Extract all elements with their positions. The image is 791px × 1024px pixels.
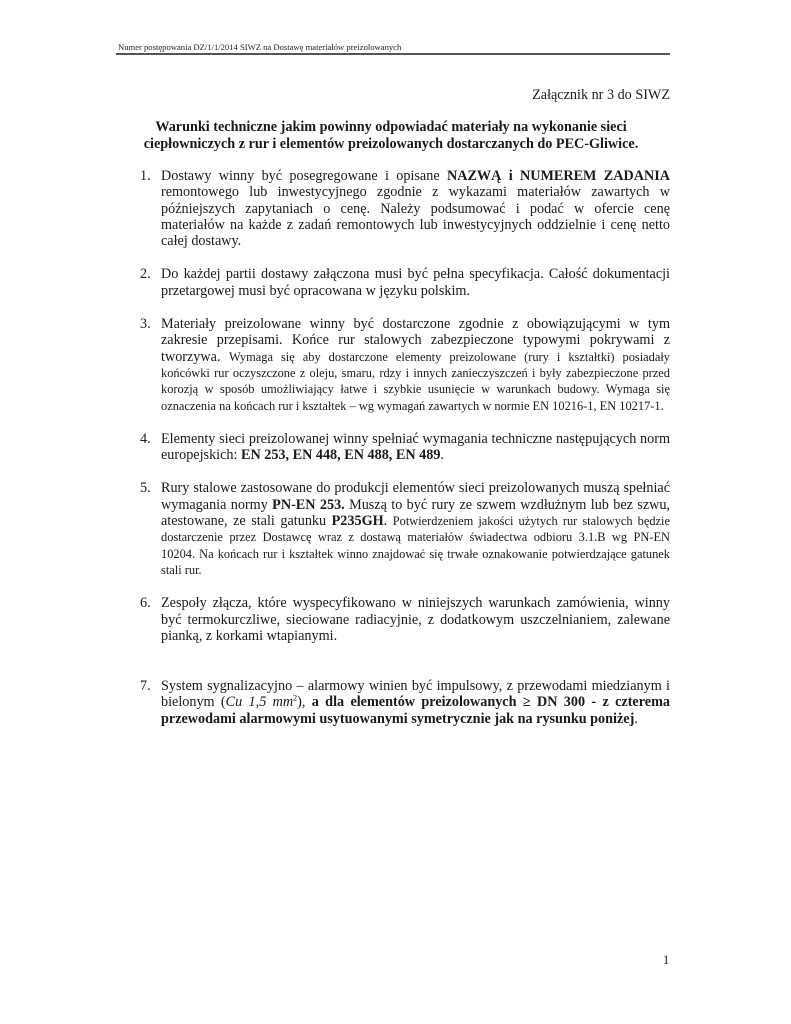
item-number: 2. <box>140 266 151 283</box>
item-text: . <box>440 447 444 464</box>
item-bold-text: P235GH <box>331 513 384 530</box>
item-text: ), <box>297 694 312 711</box>
list-item <box>140 266 670 299</box>
item-bold-text: a dla elementów preizolowanych ≥ DN 300 - z czterema przewodami alarmowymi usytuowanymi symetrycznie jak na rysunku poniżej <box>161 694 670 727</box>
document-title: Warunki techniczne jakim powinny odpowiadać materiały na wykonanie sieci ciepłowniczych z rur i elementów preizolowanych dostarczanych do PEC-Gliwice. <box>143 119 639 152</box>
item-number: 4. <box>140 430 151 447</box>
item-number: 7. <box>140 678 151 695</box>
item-number: 1. <box>140 168 151 184</box>
item-text: Materiały preizolowane winny być dostarczone zgodnie z obowiązującymi w tym zakresie przepisami. Końce rur stalowych zabezpieczone typowymi pokrywami z tworzywa. <box>161 316 670 365</box>
item-text: Rury stalowe zastosowane do produkcji elementów sieci preizolowanych muszą spełniać wymagania normy <box>161 480 670 513</box>
item-bold-text: NAZWĄ i NUMEREM ZADANIA <box>446 168 670 184</box>
requirements-list <box>140 168 670 727</box>
item-small-text: Wymaga się aby dostarczone elementy preizolowane (rury i kształtki) posiadały końcówki rur oczyszczone z oleju, smaru, rdzy i innych zanieczyszczeń i były zabezpieczone przed korozją w sposób umożliwiający łatwe i szybkie usunięcie w warunkach budowy. Wymaga się oznaczenia na końcach rur i kształtek – wg wymagań zawartych w normie EN 10216-1, EN 10217-1. <box>161 349 670 413</box>
list-item <box>140 168 670 249</box>
item-text: remontowego lub inwestycyjnego zgodnie z wykazami materiałów zawartych w późniejszych zapytaniach o cenę. Należy podsumować i podać w ofercie cenę materiałów na każde z zadań remontowych lub inwestycyjnych oddzielnie i cenę netto całej dostawy. <box>161 184 670 250</box>
header-divider <box>116 53 670 55</box>
list-item <box>140 480 670 578</box>
list-item <box>140 678 670 727</box>
superscript: 2 <box>293 693 298 703</box>
list-item <box>140 595 670 644</box>
item-italic-text: Cu 1,5 mm <box>225 694 294 711</box>
item-text: . <box>383 513 393 530</box>
item-text: Dostawy winny być posegregowane i opisane <box>161 168 447 184</box>
item-text: Do każdej partii dostawy załączona musi być pełna specyfikacja. Całość dokumentacji przetargowej musi być opracowana w języku polskim. <box>161 266 670 299</box>
page-number: 1 <box>663 953 670 967</box>
item-text: . <box>634 710 638 727</box>
item-number: 6. <box>140 595 151 612</box>
list-item <box>140 316 670 414</box>
running-header: Numer postępowania DZ/1/1/2014 SIWZ na Dostawę materiałów preizolowanych <box>118 42 402 52</box>
item-text: Zespoły złącza, które wyspecyfikowano w niniejszych warunkach zamówienia, winny być termokurczliwe, sieciowane radiacyjnie, z dodatkowym uszczelnianiem, zalewane pianką, z korkami wtapianymi. <box>161 595 670 644</box>
item-bold-text: EN 253, EN 448, EN 488, EN 489 <box>240 447 441 464</box>
annex-label: Załącznik nr 3 do SIWZ <box>532 87 670 103</box>
item-small-text: Potwierdzeniem jakości użytych rur stalowych będzie dostarczenie przez Dostawcę wraz z dostawą materiałów świadectwa odbioru 3.1.B wg PN-EN 10204. Na końcach rur i kształtek winno znajdować się trwałe oznakowanie potwierdzające gatunek stali rur. <box>161 514 670 577</box>
item-text: Elementy sieci preizolowanej winny spełniać wymagania techniczne następujących norm europejskich: <box>161 430 670 464</box>
item-bold-text: PN-EN 253. <box>272 496 345 513</box>
item-text: System sygnalizacyjno – alarmowy winien być impulsowy, z przewodami miedzianym i bielonym ( <box>161 678 670 711</box>
item-number: 3. <box>140 316 151 333</box>
item-text: Muszą to być rury ze szwem wzdłużnym lub bez szwu, atestowane, ze stali gatunku <box>161 496 671 530</box>
list-item <box>140 431 670 464</box>
item-number: 5. <box>140 480 151 497</box>
